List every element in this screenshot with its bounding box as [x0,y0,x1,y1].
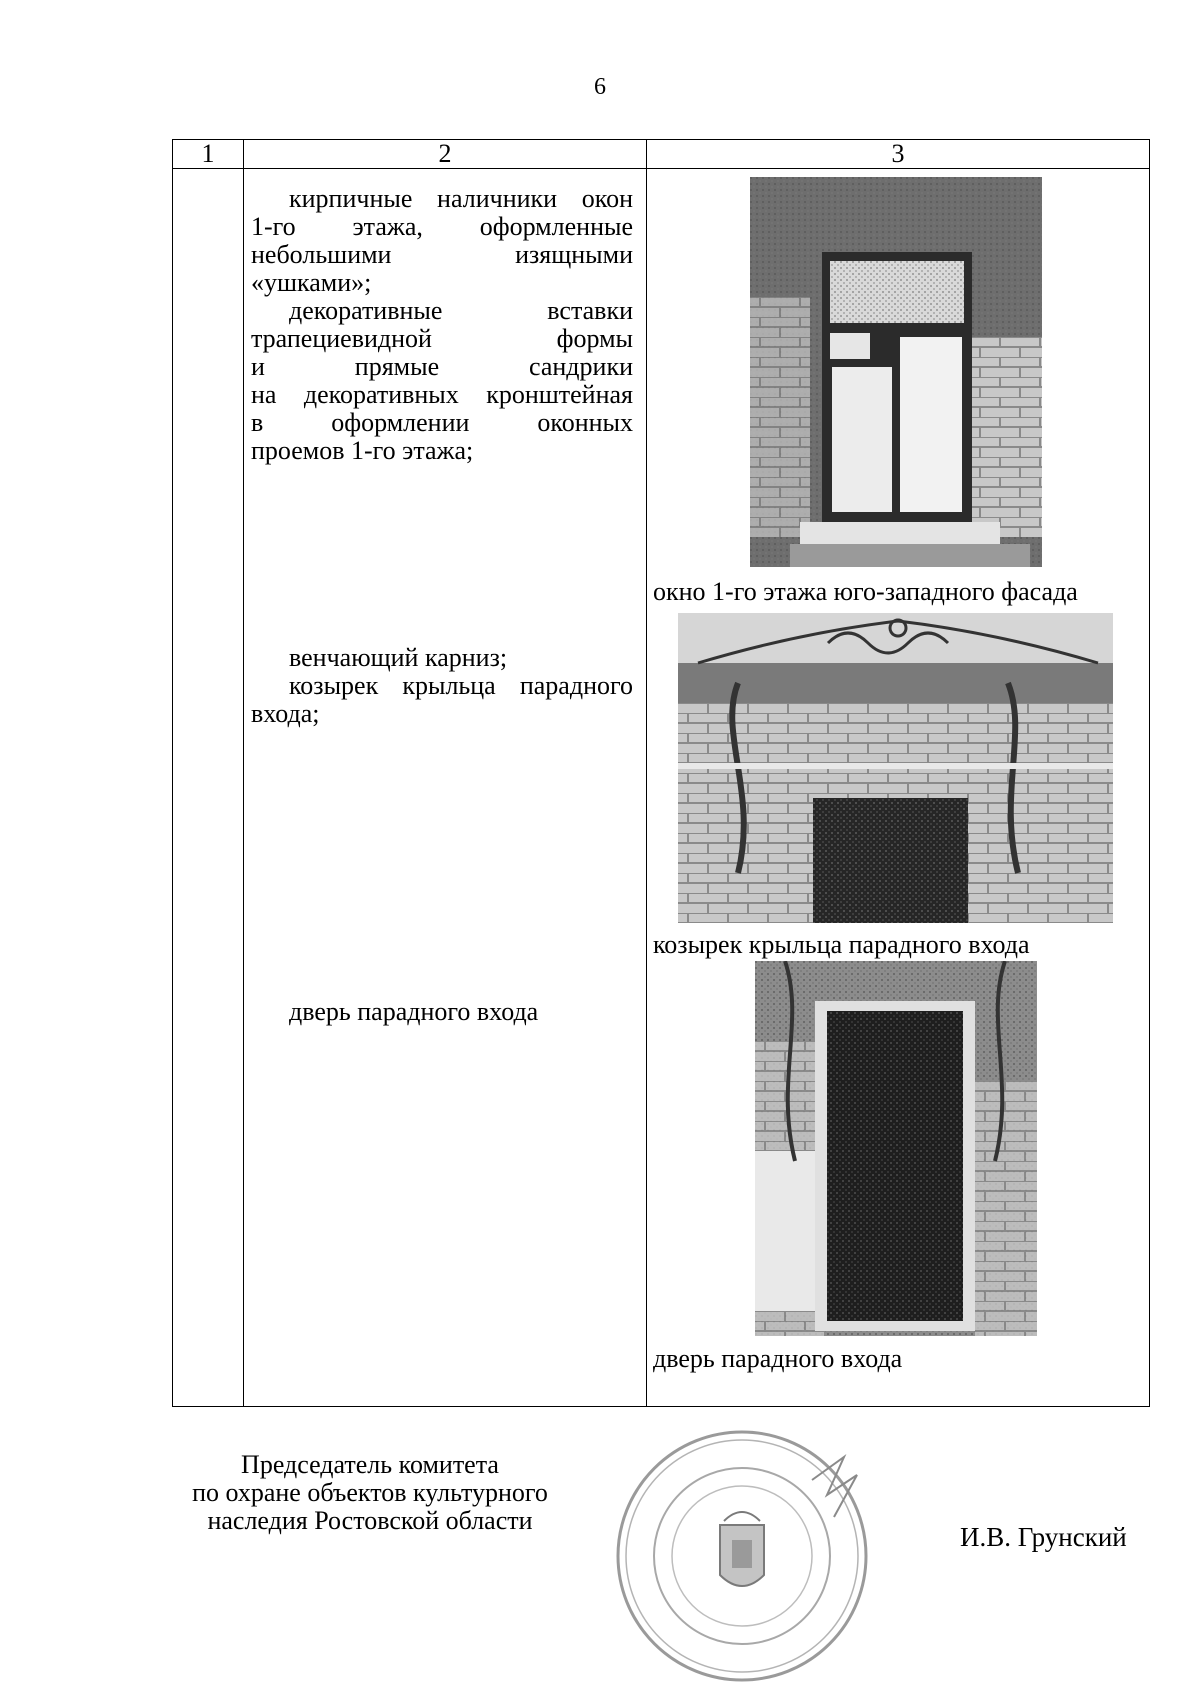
signatory-title-line: наследия Ростовской области [207,1506,533,1535]
canopy-photo-drawing [678,613,1113,923]
desc-line: козырек крыльца парадного [289,671,633,700]
official-seal [612,1425,872,1687]
desc-line: входа; [251,699,320,728]
description-door [251,998,633,1026]
door-photo [755,961,1037,1336]
heritage-elements-table [172,139,1150,1407]
signatory-title-line: Председатель комитета [241,1450,499,1479]
desc-line: небольшими изящными [251,240,633,269]
door-photo-caption: дверь парадного входа [653,1344,903,1373]
header-col-3: 3 [647,140,1150,169]
desc-line: кирпичные наличники окон [289,184,633,213]
desc-line: в оформлении оконных [251,408,633,437]
signatory-title [160,1451,580,1535]
desc-line: и прямые сандрики [251,352,633,381]
desc-line: «ушками»; [251,268,372,297]
desc-line: на декоративных кронштейная [251,380,633,409]
page-number: 6 [594,74,606,100]
desc-line: трапециевидной формы [251,324,633,353]
description-window-trim [251,185,633,465]
window-photo-caption: окно 1-го этажа юго-западного фасада [653,577,1078,606]
table-header-row [173,140,1150,169]
description-cornice-canopy [251,644,633,728]
signatory-title-line: по охране объектов культурного [192,1478,548,1507]
canopy-photo-caption: козырек крыльца парадного входа [653,930,1030,959]
header-col-1: 1 [173,140,244,169]
window-photo-drawing [750,177,1042,567]
window-photo [750,177,1042,567]
desc-line: 1-го этажа, оформленные [251,212,633,241]
desc-line: дверь парадного входа [289,997,539,1026]
door-photo-drawing [755,961,1037,1336]
desc-line: проемов 1-го этажа; [251,436,474,465]
col-1-cell [173,169,244,1407]
col-3-cell [647,169,1150,1407]
table-row [173,169,1150,1407]
header-col-2: 2 [244,140,647,169]
desc-line: венчающий карниз; [289,643,508,672]
canopy-photo [678,613,1113,923]
signatory-name: И.В. Грунский [960,1522,1127,1552]
desc-line: декоративные вставки [289,296,633,325]
col-2-cell [244,169,647,1407]
